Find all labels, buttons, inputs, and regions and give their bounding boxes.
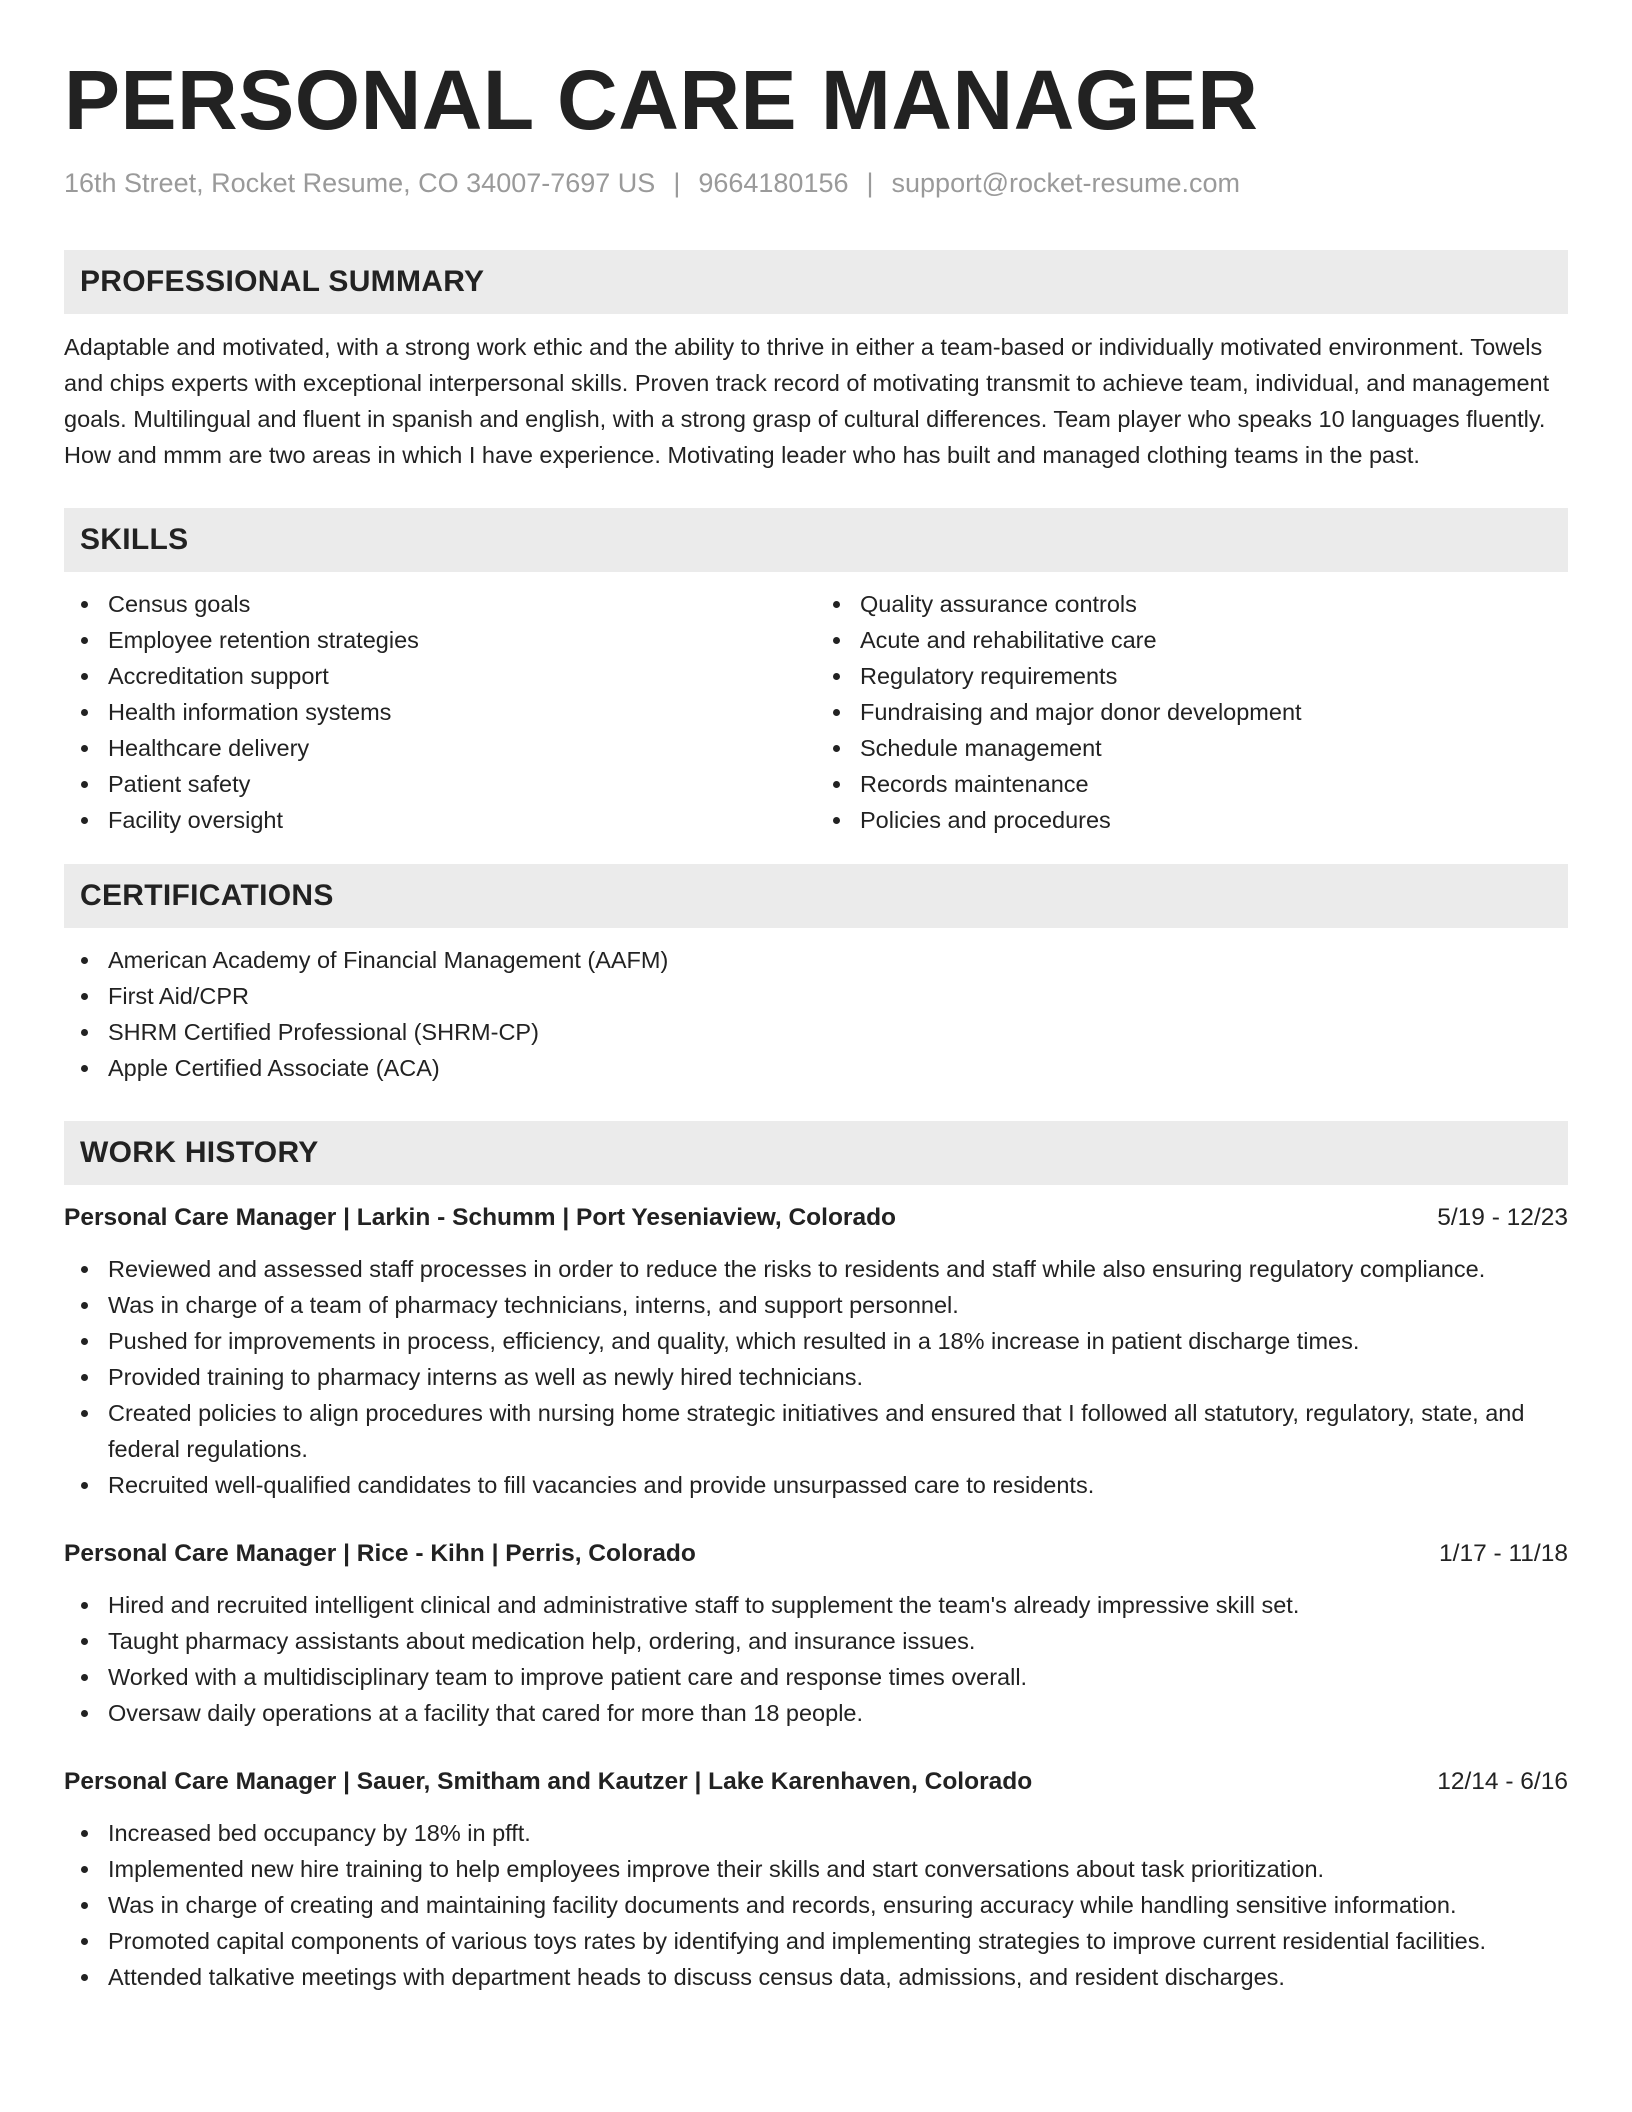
list-item: Pushed for improvements in process, efficiency, and quality, which resulted in a 18% increase in patient discharge times. <box>64 1323 1568 1359</box>
list-item: Recruited well-qualified candidates to fill vacancies and provide unsurpassed care to residents. <box>64 1467 1568 1503</box>
list-item: Promoted capital components of various toys rates by identifying and implementing strategies to improve current residential facilities. <box>64 1923 1568 1959</box>
job-entry <box>64 1536 1568 1731</box>
certifications-list <box>64 942 1568 1086</box>
list-item: Quality assurance controls <box>816 586 1568 622</box>
list-item: Taught pharmacy assistants about medication help, ordering, and insurance issues. <box>64 1623 1568 1659</box>
list-item: Records maintenance <box>816 766 1568 802</box>
list-item: Provided training to pharmacy interns as well as newly hired technicians. <box>64 1359 1568 1395</box>
summary-text: Adaptable and motivated, with a strong work ethic and the ability to thrive in either a team-based or individually motivated environment. Towels and chips experts with exceptional interpersonal skills. Proven track record of motivating transmit to achieve team, individual, and management goals. Multilingual and fluent in spanish and english, with a strong grasp of cultural differences. Team player who speaks 10 languages fluently. How and mmm are two areas in which I have experience. Motivating leader who has built and managed clothing teams in the past. <box>64 334 1550 468</box>
contact-email: support@rocket-resume.com <box>891 168 1241 198</box>
list-item: Fundraising and major donor development <box>816 694 1568 730</box>
list-item: Census goals <box>64 586 816 622</box>
job-bullets <box>64 1251 1568 1503</box>
list-item: Acute and rehabilitative care <box>816 622 1568 658</box>
job-header <box>64 1764 1568 1800</box>
job-dates: 5/19 - 12/23 <box>1437 1204 1568 1231</box>
job-bullets <box>64 1815 1568 1995</box>
list-item: Reviewed and assessed staff processes in order to reduce the risks to residents and staff while also ensuring regulatory compliance. <box>64 1251 1568 1287</box>
job-header <box>64 1536 1568 1572</box>
list-item: Apple Certified Associate (ACA) <box>64 1050 1568 1086</box>
contact-line <box>64 168 1568 199</box>
contact-separator: | <box>866 168 874 198</box>
list-item: Was in charge of creating and maintaining facility documents and records, ensuring accuracy while handling sensitive information. <box>64 1887 1568 1923</box>
list-item: Increased bed occupancy by 18% in pfft. <box>64 1815 1568 1851</box>
section-header-certifications: CERTIFICATIONS <box>64 864 1568 928</box>
list-item: Created policies to align procedures with nursing home strategic initiatives and ensured that I followed all statutory, regulatory, state, and federal regulations. <box>64 1395 1568 1467</box>
list-item: Policies and procedures <box>816 802 1568 838</box>
contact-phone: 9664180156 <box>698 168 849 198</box>
job-dates: 1/17 - 11/18 <box>1439 1540 1568 1567</box>
list-item: Healthcare delivery <box>64 730 816 766</box>
list-item: Patient safety <box>64 766 816 802</box>
list-item: Hired and recruited intelligent clinical and administrative staff to supplement the team's already impressive skill set. <box>64 1587 1568 1623</box>
job-title: Personal Care Manager | Sauer, Smitham and Kautzer | Lake Karenhaven, Colorado <box>64 1768 1033 1795</box>
skills-list-left <box>64 586 816 838</box>
list-item: Schedule management <box>816 730 1568 766</box>
section-header-summary: PROFESSIONAL SUMMARY <box>64 250 1568 314</box>
job-dates: 12/14 - 6/16 <box>1437 1768 1568 1795</box>
list-item: Employee retention strategies <box>64 622 816 658</box>
list-item: Regulatory requirements <box>816 658 1568 694</box>
list-item: Oversaw daily operations at a facility that cared for more than 18 people. <box>64 1695 1568 1731</box>
list-item: American Academy of Financial Management (AAFM) <box>64 942 1568 978</box>
list-item: Health information systems <box>64 694 816 730</box>
list-item: Implemented new hire training to help employees improve their skills and start conversations about task prioritization. <box>64 1851 1568 1887</box>
job-title: Personal Care Manager | Rice - Kihn | Perris, Colorado <box>64 1540 696 1567</box>
list-item: Accreditation support <box>64 658 816 694</box>
list-item: Was in charge of a team of pharmacy technicians, interns, and support personnel. <box>64 1287 1568 1323</box>
contact-address: 16th Street, Rocket Resume, CO 34007-7697 US <box>64 168 656 198</box>
list-item: First Aid/CPR <box>64 978 1568 1014</box>
job-entry <box>64 1764 1568 1995</box>
skills-list-right <box>816 586 1568 838</box>
job-header <box>64 1200 1568 1236</box>
skills-grid <box>64 586 1568 838</box>
contact-separator: | <box>673 168 681 198</box>
job-bullets <box>64 1587 1568 1731</box>
list-item: Worked with a multidisciplinary team to improve patient care and response times overall. <box>64 1659 1568 1695</box>
list-item: Attended talkative meetings with department heads to discuss census data, admissions, and resident discharges. <box>64 1959 1568 1995</box>
section-header-work-history: WORK HISTORY <box>64 1121 1568 1185</box>
job-entry <box>64 1200 1568 1503</box>
list-item: SHRM Certified Professional (SHRM-CP) <box>64 1014 1568 1050</box>
job-title: Personal Care Manager | Larkin - Schumm | Port Yeseniaview, Colorado <box>64 1204 897 1231</box>
resume-name: PERSONAL CARE MANAGER <box>64 53 1259 147</box>
list-item: Facility oversight <box>64 802 816 838</box>
work-history-list <box>64 1200 1568 1995</box>
section-header-skills: SKILLS <box>64 508 1568 572</box>
